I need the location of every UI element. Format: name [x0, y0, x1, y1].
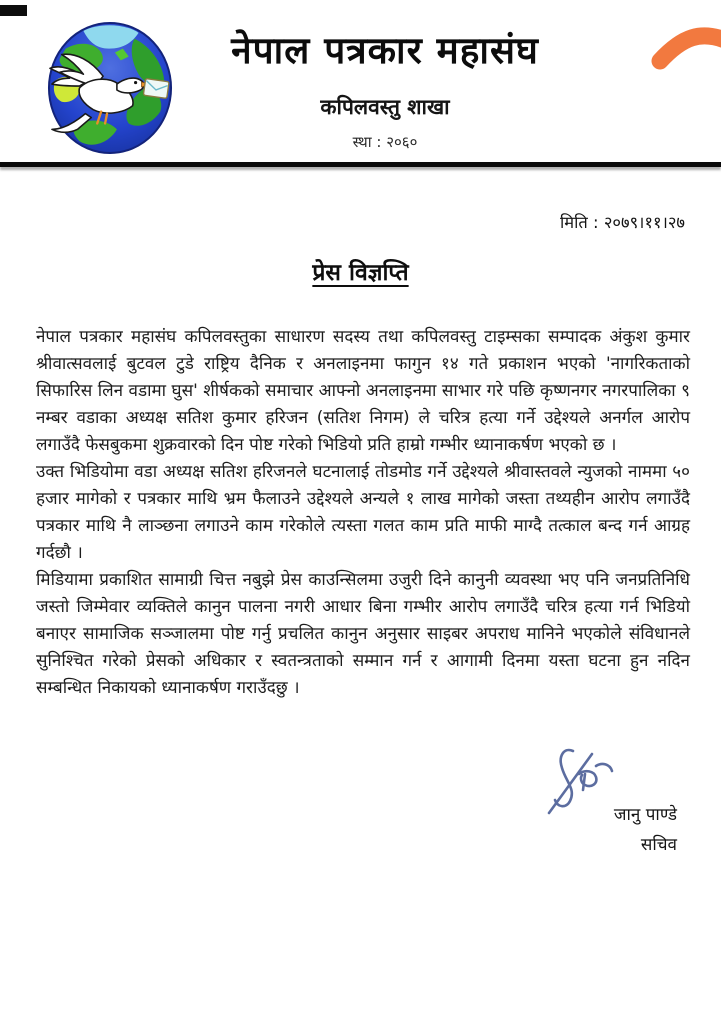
paragraph-2: उक्त भिडियोमा वडा अध्यक्ष सतिश हरिजनले घटनालाई तोडमोड गर्ने उद्देश्यले श्रीवास्तवले न्युजको नाममा ५० हजार मागेको र पत्रकार माथि भ्रम फैलाउने उद्देश्यले अन्यले १ लाख मागेको जस्ता तथ्यहीन आरोप लगाउँदै पत्रकार माथि नै लाञ्छना लगाउने काम गरेकोले त्यस्ता गलत काम प्रति माफी माग्दै तत्काल बन्द गर्न आग्रह गर्दछौ । — [36, 462, 690, 563]
org-name: नेपाल पत्रकार महासंघ — [231, 29, 539, 72]
letterhead — [170, 30, 600, 152]
orange-swoosh-decoration — [647, 24, 721, 84]
branch-name: कपिलवस्तु शाखा — [320, 94, 450, 119]
established-year: स्था : २०६० — [352, 132, 418, 151]
paragraph-3: मिडियामा प्रकाशित सामाग्री चित्त नबुझे प्रेस काउन्सिलमा उजुरी दिने कानुनी व्यवस्था भए पनि जनप्रतिनिधि जस्तो जिम्मेवार व्यक्तिले कानुन पालना नगरी आधार बिना गम्भीर आरोप लगाउँदै चरित्र हत्या गर्न भिडियो बनाएर सामाजिक सञ्जालमा पोष्ट गर्नु प्रचलित कानुन अनुसार साइबर अपराध मानिने भएकोले संविधानले सुनिश्चित गरेको प्रेसको अधिकार र स्वतन्त्रताको सम्मान गर्न र आगामी दिनमा यस्ता घटना हुन नदिन सम्बन्धित निकायको ध्यानाकर्षण गराउँदछु । — [36, 570, 690, 698]
document-title — [0, 255, 721, 287]
signatory — [614, 802, 677, 855]
document-title-text: प्रेस विज्ञप्ति — [312, 260, 409, 286]
press-release-body — [36, 324, 690, 702]
header-separator-rule — [0, 162, 721, 167]
date-line: मिति : २०७९।११।२७ — [559, 213, 685, 232]
signature-block — [495, 745, 685, 865]
paragraph-1: नेपाल पत्रकार महासंघ कपिलवस्तुका साधारण सदस्य तथा कपिलवस्तु टाइम्सका सम्पादक अंकुश कुमार श्रीवात्सवलाई बुटवल टुडे राष्ट्रिय दैनिक र अनलाइनमा फागुन १४ गते प्रकाशन भएको 'नागरिकताको सिफारिस लिन वडामा घुस' शीर्षकको समाचार आफ्नो अनलाइनमा साभार गरे पछि कृष्णनगर नगरपालिका ९ नम्बर वडाका अध्यक्ष सतिश कुमार हरिजन (सतिश निगम) ले चरित्र हत्या गर्ने उद्देश्यले अनर्गल आरोप लगाउँदै फेसबुकमा शुक्रवारको दिन पोष्ट गरेको भिडियो प्रति हाम्रो गम्भीर ध्यानाकर्षण भएको छ । — [36, 327, 690, 455]
globe-dove-logo-icon — [46, 18, 174, 158]
signatory-name: जानु पाण्डे — [613, 805, 677, 825]
signatory-designation: सचिव — [640, 835, 677, 855]
scan-artifact-mark — [0, 5, 27, 16]
